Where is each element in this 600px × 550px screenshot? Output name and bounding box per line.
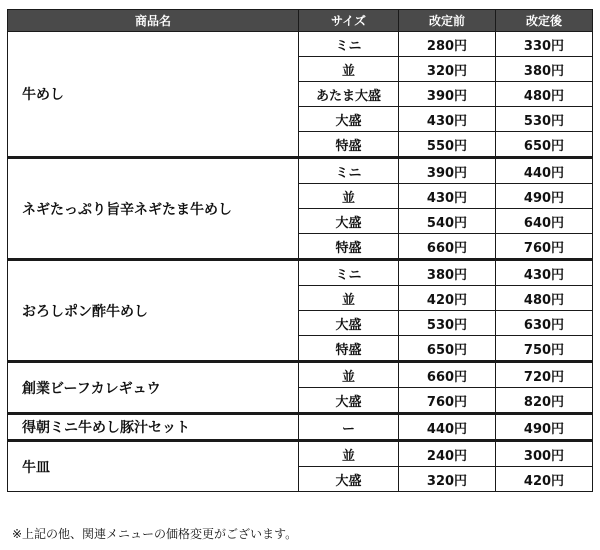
size-cell: 並 bbox=[299, 57, 399, 82]
product-name: 牛めし bbox=[8, 32, 299, 158]
price-after-cell: 490円 bbox=[496, 184, 593, 209]
size-cell: 大盛 bbox=[299, 388, 399, 414]
price-before-cell: 420円 bbox=[399, 286, 496, 311]
product-name: 得朝ミニ牛めし豚汁セット bbox=[8, 414, 299, 441]
price-after-cell: 440円 bbox=[496, 158, 593, 184]
size-cell: 大盛 bbox=[299, 311, 399, 336]
size-cell: 並 bbox=[299, 441, 399, 467]
price-after-cell: 820円 bbox=[496, 388, 593, 414]
price-before-cell: 530円 bbox=[399, 311, 496, 336]
size-cell: ミニ bbox=[299, 260, 399, 286]
table-row bbox=[8, 362, 593, 388]
price-after-cell: 750円 bbox=[496, 336, 593, 362]
table-row bbox=[8, 414, 593, 441]
header-product: 商品名 bbox=[8, 10, 299, 32]
header-price-after: 改定後 bbox=[496, 10, 593, 32]
price-before-cell: 390円 bbox=[399, 82, 496, 107]
price-before-cell: 660円 bbox=[399, 362, 496, 388]
size-cell: 大盛 bbox=[299, 209, 399, 234]
price-after-cell: 490円 bbox=[496, 414, 593, 441]
product-name: ネギたっぷり旨辛ネギたま牛めし bbox=[8, 158, 299, 260]
price-before-cell: 320円 bbox=[399, 57, 496, 82]
table-row bbox=[8, 260, 593, 286]
price-after-cell: 420円 bbox=[496, 467, 593, 492]
header-size: サイズ bbox=[299, 10, 399, 32]
price-before-cell: 430円 bbox=[399, 107, 496, 132]
table-row bbox=[8, 441, 593, 467]
table-row bbox=[8, 32, 593, 57]
price-revision-table bbox=[7, 9, 593, 492]
price-after-cell: 380円 bbox=[496, 57, 593, 82]
price-before-cell: 390円 bbox=[399, 158, 496, 184]
price-after-cell: 760円 bbox=[496, 234, 593, 260]
size-cell: 特盛 bbox=[299, 132, 399, 158]
size-cell: 並 bbox=[299, 286, 399, 311]
size-cell: ミニ bbox=[299, 158, 399, 184]
header-price-before: 改定前 bbox=[399, 10, 496, 32]
price-before-cell: 650円 bbox=[399, 336, 496, 362]
footnote: ※上記の他、関連メニューの価格変更がございます。 bbox=[12, 527, 298, 541]
price-before-cell: 430円 bbox=[399, 184, 496, 209]
price-before-cell: 280円 bbox=[399, 32, 496, 57]
price-before-cell: 440円 bbox=[399, 414, 496, 441]
price-before-cell: 540円 bbox=[399, 209, 496, 234]
size-cell: 大盛 bbox=[299, 107, 399, 132]
price-before-cell: 550円 bbox=[399, 132, 496, 158]
size-cell: あたま大盛 bbox=[299, 82, 399, 107]
price-before-cell: 320円 bbox=[399, 467, 496, 492]
price-after-cell: 330円 bbox=[496, 32, 593, 57]
size-cell: ー bbox=[299, 414, 399, 441]
price-after-cell: 650円 bbox=[496, 132, 593, 158]
price-after-cell: 630円 bbox=[496, 311, 593, 336]
size-cell: 並 bbox=[299, 362, 399, 388]
price-after-cell: 430円 bbox=[496, 260, 593, 286]
size-cell: 並 bbox=[299, 184, 399, 209]
price-before-cell: 660円 bbox=[399, 234, 496, 260]
table-row bbox=[8, 158, 593, 184]
price-after-cell: 530円 bbox=[496, 107, 593, 132]
size-cell: 特盛 bbox=[299, 336, 399, 362]
size-cell: 特盛 bbox=[299, 234, 399, 260]
product-name: 牛皿 bbox=[8, 441, 299, 492]
price-after-cell: 640円 bbox=[496, 209, 593, 234]
size-cell: ミニ bbox=[299, 32, 399, 57]
price-before-cell: 240円 bbox=[399, 441, 496, 467]
price-after-cell: 300円 bbox=[496, 441, 593, 467]
size-cell: 大盛 bbox=[299, 467, 399, 492]
price-after-cell: 480円 bbox=[496, 286, 593, 311]
price-before-cell: 760円 bbox=[399, 388, 496, 414]
table-body bbox=[8, 32, 593, 492]
price-after-cell: 720円 bbox=[496, 362, 593, 388]
price-before-cell: 380円 bbox=[399, 260, 496, 286]
product-name: 創業ビーフカレギュウ bbox=[8, 362, 299, 414]
table-header-row bbox=[8, 10, 593, 32]
price-after-cell: 480円 bbox=[496, 82, 593, 107]
product-name: おろしポン酢牛めし bbox=[8, 260, 299, 362]
